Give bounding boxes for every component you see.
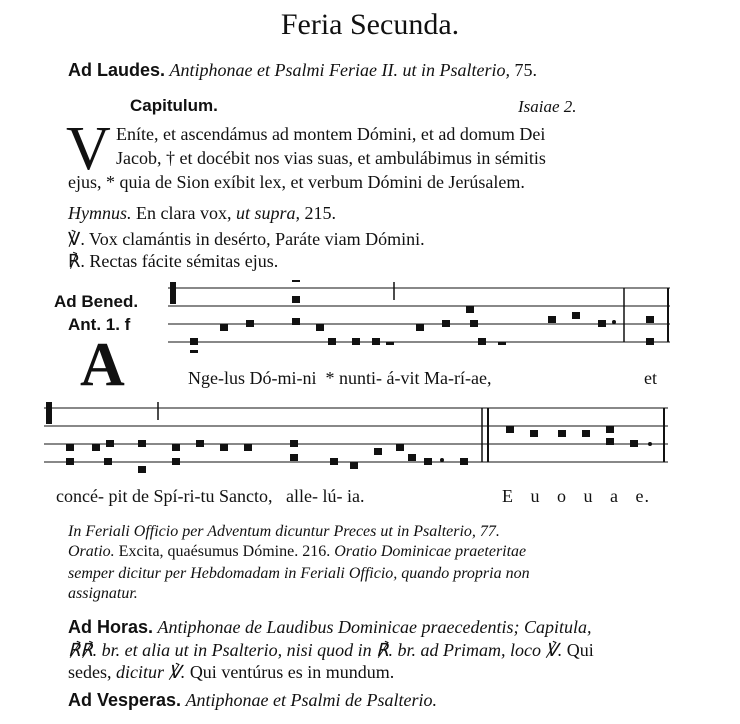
- antiphon-heading-1: Ad Bened.: [54, 292, 139, 311]
- syllable: rí-: [454, 368, 472, 388]
- hymnus-label: Hymnus.: [68, 203, 132, 223]
- syllable: ni: [302, 368, 317, 388]
- syllable: *: [325, 368, 335, 388]
- syllable: á-: [386, 368, 401, 388]
- syllable: nunti-: [339, 368, 383, 388]
- horas-text-3b: dicitur ℣.: [116, 662, 186, 682]
- oratio-text: Excita, quaésumus Dómine.: [118, 543, 299, 560]
- response-text: Rectas fácite sémitas ejus.: [89, 251, 279, 271]
- rubric-adventum: In Feriali Officio per Adventum dicuntur Preces ut in Psalterio, 77.: [68, 523, 500, 540]
- horas-line-1: [68, 617, 591, 638]
- laudes-line: [68, 60, 537, 81]
- response-line: [68, 251, 278, 272]
- lyrics-line-1-end: et: [644, 368, 657, 388]
- horas-line-3: [68, 662, 394, 683]
- capitulum-initial: V: [66, 115, 111, 183]
- horas-text-2: ℟℟. br. et alia ut in Psalterio, nisi quod in ℟. br. ad Primam, loco ℣.: [68, 640, 563, 660]
- horas-text-1: Antiphonae de Laudibus Dominicae praecedentis; Capitula,: [157, 617, 592, 637]
- capitulum-line-2: Jacob, † et docébit nos vias suas, et ambulábimus in sémitis: [116, 148, 546, 168]
- hymnus-page: 215.: [304, 203, 336, 223]
- capitulum-line-1: Eníte, et ascendámus ad montem Dómini, et ad domum Dei: [116, 124, 546, 144]
- syllable: a: [610, 486, 619, 506]
- syllable: Nge-lus: [188, 368, 245, 388]
- syllable: mi-: [277, 368, 303, 388]
- vesperas-text: Antiphonae et Psalmi de Psalterio.: [185, 690, 438, 710]
- syllable: concé-: [56, 486, 104, 506]
- syllable: Sancto,: [219, 486, 273, 506]
- versicle-text: Vox clamántis in desérto, Paráte viam Dómini.: [89, 229, 425, 249]
- syllable: u: [583, 486, 594, 506]
- syllable: vit: [400, 368, 420, 388]
- capitulum-reference: Isaiae 2.: [518, 97, 577, 116]
- oratio-rest: Oratio Dominicae praeteritae: [334, 543, 527, 560]
- syllable: ri-: [183, 486, 201, 506]
- lyrics-line-2: [56, 486, 365, 507]
- chant-staff-2: [44, 400, 670, 480]
- syllable: ia.: [347, 486, 365, 506]
- page-title: Feria Secunda.: [280, 8, 460, 41]
- horas-heading: Ad Horas.: [68, 617, 154, 637]
- vesperas-line: [68, 690, 437, 711]
- hymnus-text: En clara vox,: [136, 203, 232, 223]
- oratio-label: Oratio.: [68, 543, 115, 560]
- syllable: lú-: [322, 486, 343, 506]
- horas-text-3c: Qui ventúrus es in mundum.: [189, 662, 395, 682]
- syllable: u: [530, 486, 541, 506]
- syllable: pit: [108, 486, 128, 506]
- euouae: [502, 486, 650, 507]
- oratio-line-3: assignatur.: [68, 585, 138, 602]
- lyrics-line-1: [188, 368, 492, 389]
- syllable: e.: [635, 486, 650, 506]
- antiphon-heading-2: Ant. 1. f: [68, 315, 131, 334]
- syllable: E: [502, 486, 514, 506]
- oratio-line-2: semper dicitur per Hebdomadam in Feriali Officio, quando propria non: [68, 565, 530, 582]
- oratio-page: 216.: [302, 543, 331, 560]
- horas-text-2b: Qui: [566, 640, 594, 660]
- syllable: Ma-: [424, 368, 455, 388]
- syllable: Dó-: [249, 368, 278, 388]
- hymnus-line: [68, 203, 336, 224]
- syllable: tu: [200, 486, 215, 506]
- syllable: alle-: [286, 486, 318, 506]
- laudes-page: 75.: [514, 60, 537, 80]
- syllable: de: [131, 486, 149, 506]
- vesperas-heading: Ad Vesperas.: [68, 690, 182, 710]
- antiphon-initial: A: [80, 331, 125, 399]
- response-symbol: ℟.: [68, 251, 85, 271]
- horas-text-3a: sedes,: [68, 662, 112, 682]
- syllable: o: [557, 486, 567, 506]
- oratio-line-1: [68, 543, 526, 561]
- capitulum-line-3: ejus, * quia de Sion exíbit lex, et verbum Dómini de Jerúsalem.: [68, 172, 525, 192]
- syllable: ae,: [471, 368, 492, 388]
- versicle-line: [68, 229, 425, 250]
- capitulum-heading: Capitulum.: [130, 96, 218, 115]
- chant-staff-1: [168, 280, 672, 360]
- laudes-heading: Ad Laudes.: [68, 60, 166, 80]
- syllable: Spí-: [153, 486, 184, 506]
- horas-line-2: [68, 640, 594, 661]
- hymnus-ref: ut supra,: [235, 203, 300, 223]
- laudes-text: Antiphonae et Psalmi Feriae II. ut in Psalterio,: [169, 60, 510, 80]
- versicle-symbol: ℣.: [68, 229, 85, 249]
